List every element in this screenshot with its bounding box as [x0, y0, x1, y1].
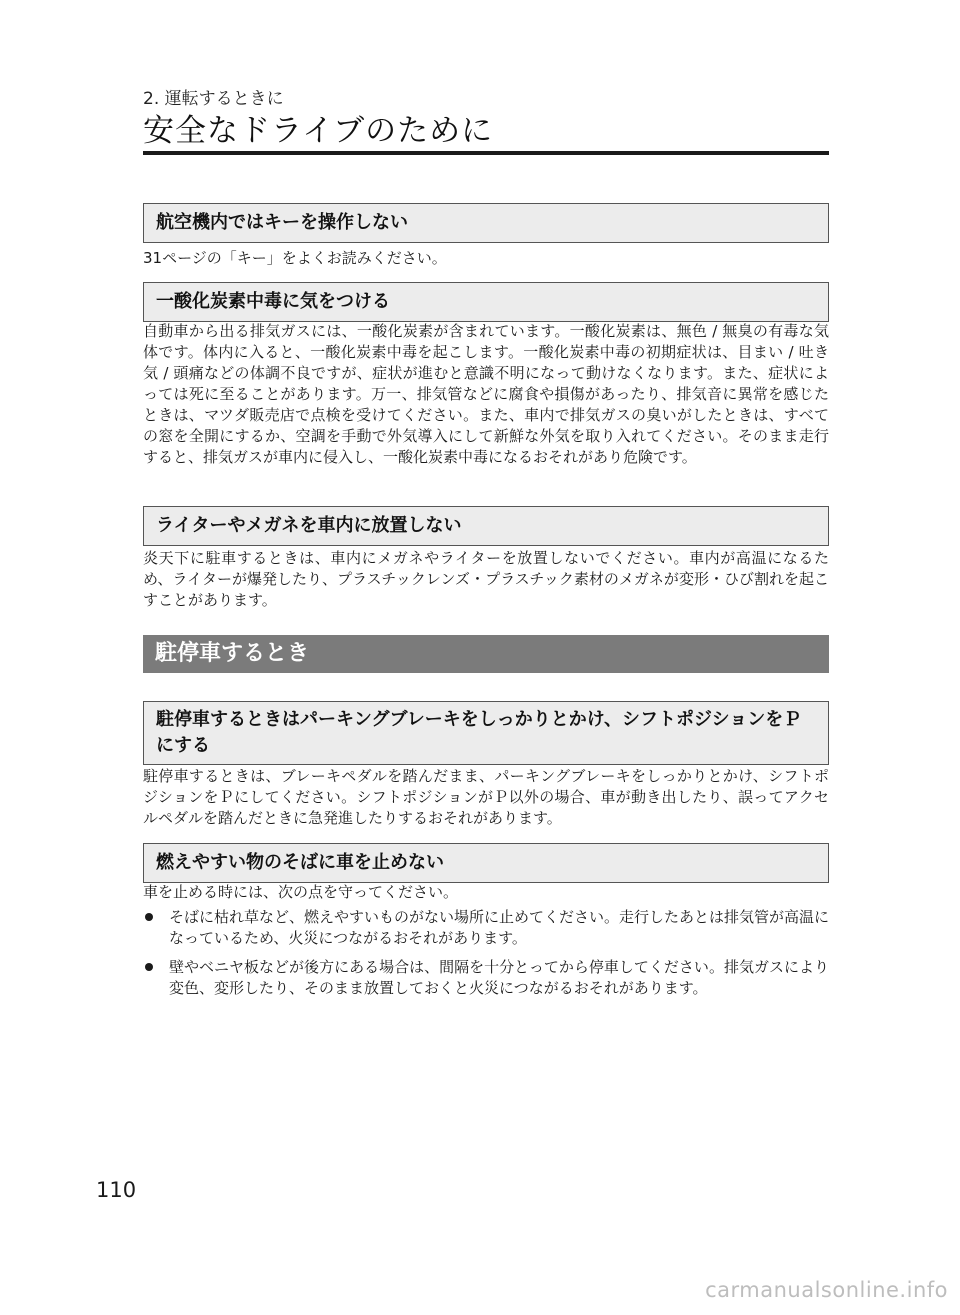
- body-airplane: 31ページの「キー」をよくお読みください。: [143, 249, 447, 267]
- section-band-parking: 駐停車するとき: [143, 635, 829, 673]
- list-item-text: 壁やベニヤ板などが後方にある場合は、間隔を十分とってから停車してください。排気ガスにより変色、変形したり、そのまま放置しておくと火災につながるおそれがあります。: [169, 958, 829, 997]
- bullet-dot-icon: [145, 963, 153, 971]
- heading-flammable: 燃えやすい物のそばに車を止めない: [143, 843, 829, 883]
- chapter-label: 2. 運転するときに: [143, 89, 284, 109]
- bullet-dot-icon: [145, 913, 153, 921]
- heading-parking-brake: 駐停車するときはパーキングブレーキをしっかりとかけ、シフトポジションをＰにする: [143, 701, 829, 765]
- body-parking-brake: 駐停車するときは、ブレーキペダルを踏んだまま、パーキングブレーキをしっかりとかけ、シフトポジションをＰにしてください。シフトポジションがＰ以外の場合、車が動き出したり、誤ってアクセルペダルを踏んだときに急発進したりするおそれがあります。: [143, 767, 829, 827]
- list-item: [143, 907, 829, 949]
- body-co: 自動車から出る排気ガスには、一酸化炭素が含まれています。一酸化炭素は、無色 / 無臭の有毒な気体です。体内に入ると、一酸化炭素中毒を起こします。一酸化炭素中毒の初期症状は、目まい / 吐き気 / 頭痛などの体調不良ですが、症状が進むと意識不明になって動けなくなります。また、症状によっては死に至ることがあります。万一、排気管などに腐食や損傷があったり、排気音に異常を感じたときは、マツダ販売店で点検を受けてください。また、車内で排気ガスの臭いがしたときは、すべての窓を全開にするか、空調を手動で外気導入にして新鮮な外気を取り入れてください。そのまま走行すると、排気ガスが車内に侵入し、一酸化炭素中毒になるおそれがあり危険です。: [143, 322, 829, 466]
- list-item: [143, 957, 829, 999]
- intro-flammable: 車を止める時には、次の点を守ってください。: [143, 883, 459, 901]
- page-title: 安全なドライブのために: [143, 113, 494, 149]
- title-divider: [143, 151, 829, 155]
- heading-co: 一酸化炭素中毒に気をつける: [143, 282, 829, 322]
- body-lighter: 炎天下に駐車するときは、車内にメガネやライターを放置しないでください。車内が高温になるため、ライターが爆発したり、プラスチックレンズ・プラスチック素材のメガネが変形・ひび割れを起こすことがあります。: [143, 549, 829, 609]
- watermark: carmanualsonline.info: [705, 1278, 948, 1302]
- bullet-list-flammable: [143, 907, 829, 1007]
- list-item-text: そばに枯れ草など、燃えやすいものがない場所に止めてください。走行したあとは排気管が高温になっているため、火災につながるおそれがあります。: [169, 908, 830, 947]
- page-number: 110: [96, 1178, 137, 1202]
- heading-airplane: 航空機内ではキーを操作しない: [143, 203, 829, 243]
- heading-lighter: ライターやメガネを車内に放置しない: [143, 506, 829, 546]
